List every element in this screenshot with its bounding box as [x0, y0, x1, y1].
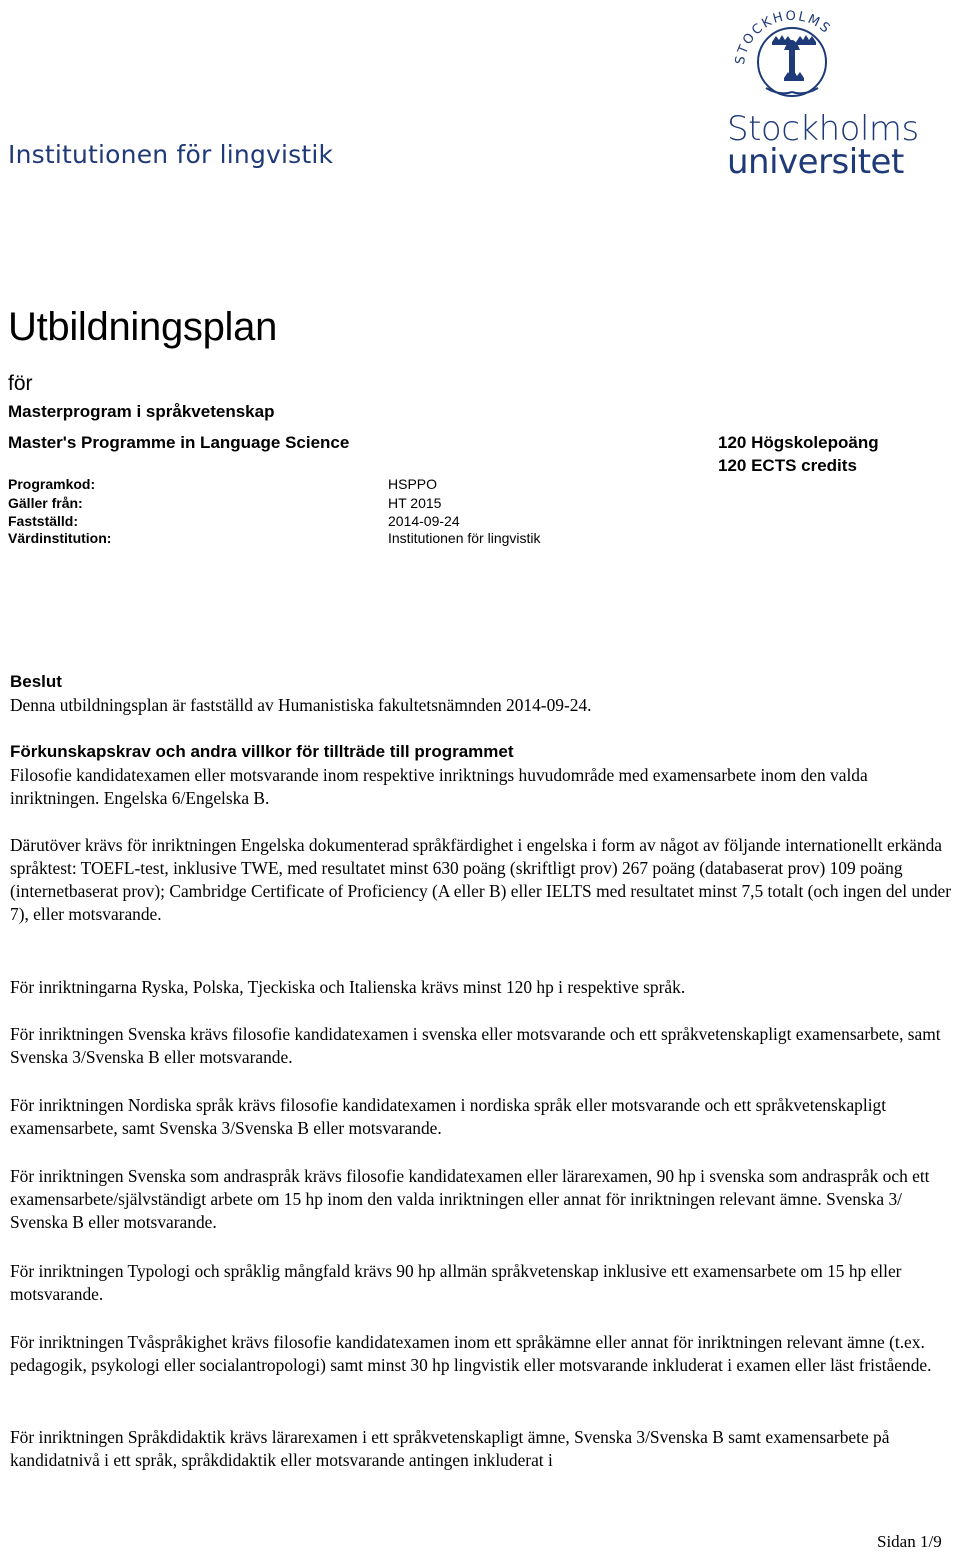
university-logo: [722, 0, 947, 182]
department-name: Institutionen för lingvistik: [8, 140, 334, 169]
prerequisites-heading: Förkunskapskrav och andra villkor för tillträde till programmet: [10, 742, 514, 761]
decision-heading: Beslut: [10, 672, 62, 691]
prerequisites-paragraph: För inriktningarna Ryska, Polska, Tjeckiska och Italienska krävs minst 120 hp i respektive språk.: [10, 977, 686, 997]
programme-name-english: Master's Programme in Language Science: [8, 433, 350, 452]
prerequisites-paragraph: För inriktningen Svenska som andraspråk krävs filosofie kandidatexamen eller lärarexamen, 90 hp i svenska som andraspråk och ett examensarbete/självständigt arbete om 15 hp inom den valda inriktningen eller annat för inriktningen relevant ämne. Svenska 3/ Svenska B eller motsvarande.: [10, 1166, 930, 1232]
document-title: Utbildningsplan: [8, 305, 278, 349]
prerequisites-paragraph: För inriktningen Typologi och språklig mångfald krävs 90 hp allmän språkvetenskap inklusive ett examensarbete om 15 hp eller motsvarande.: [10, 1261, 902, 1304]
university-name-line2: universitet: [727, 142, 904, 182]
meta-value-faststalld: 2014-09-24: [388, 513, 460, 529]
meta-value-vardinstitution: Institutionen för lingvistik: [388, 530, 541, 546]
document-for: för: [8, 372, 33, 395]
prerequisites-paragraph: För inriktningen Svenska krävs filosofie kandidatexamen i svenska eller motsvarande och ett språkvetenskapligt examensarbete, samt Svenska 3/Svenska B eller motsvarande.: [10, 1024, 941, 1067]
programme-name-swedish: Masterprogram i språkvetenskap: [8, 402, 275, 421]
university-name-line1: Stockholms: [727, 109, 919, 149]
meta-value-galler-fran: HT 2015: [388, 495, 442, 511]
prerequisites-paragraph: Filosofie kandidatexamen eller motsvarande inom respektive inriktnings huvudområde med examensarbete inom den valda inriktningen. Engelska 6/Engelska B.: [10, 765, 868, 808]
credits-hp: 120 Högskolepoäng: [718, 433, 879, 452]
university-seal-icon: [722, 0, 947, 112]
svg-text:STOCKHOLMS: STOCKHOLMS: [732, 8, 834, 66]
credits-ects: 120 ECTS credits: [718, 456, 857, 475]
meta-label-vardinstitution: Värdinstitution:: [8, 530, 112, 546]
decision-text: Denna utbildningsplan är fastställd av Humanistiska fakultetsnämnden 2014-09-24.: [10, 695, 592, 715]
meta-value-programkod: HSPPO: [388, 476, 438, 492]
meta-label-galler-fran: Gäller från:: [8, 495, 83, 511]
prerequisites-paragraph: För inriktningen Tvåspråkighet krävs filosofie kandidatexamen inom ett språkämne eller annat för inriktningen relevant ämne (t.ex. pedagogik, psykologi eller socialantropologi) samt minst 30 hp lingvistik eller motsvarande inkluderat i examen eller läst fristående.: [10, 1332, 932, 1375]
page-number: Sidan 1/9: [877, 1532, 942, 1551]
prerequisites-paragraph: För inriktningen Språkdidaktik krävs lärarexamen i ett språkvetenskapligt ämne, Svenska 3/Svenska B samt examensarbete på kandidatnivå i ett språk, språkdidaktik eller motsvarande antingen inkluderat i: [10, 1427, 890, 1470]
prerequisites-paragraph: För inriktningen Nordiska språk krävs filosofie kandidatexamen i nordiska språk eller motsvarande och ett språkvetenskapligt examensarbete, samt Svenska 3/Svenska B eller motsvarande.: [10, 1095, 887, 1138]
prerequisites-paragraph: Därutöver krävs för inriktningen Engelska dokumenterad språkfärdighet i engelska i form av något av följande internationellt erkända språktest: TOEFL-test, inklusive TWE, med resultatet minst 630 poäng (skriftligt prov) 267 poäng (databaserat prov) 109 poäng (internetbaserat prov); Cambridge Certificate of Proficiency (A eller B) eller IELTS med resultatet minst 7,5 totalt (och ingen del under 7), eller motsvarande.: [10, 835, 952, 924]
meta-label-programkod: Programkod:: [8, 476, 96, 492]
meta-label-faststalld: Fastställd:: [8, 513, 79, 529]
